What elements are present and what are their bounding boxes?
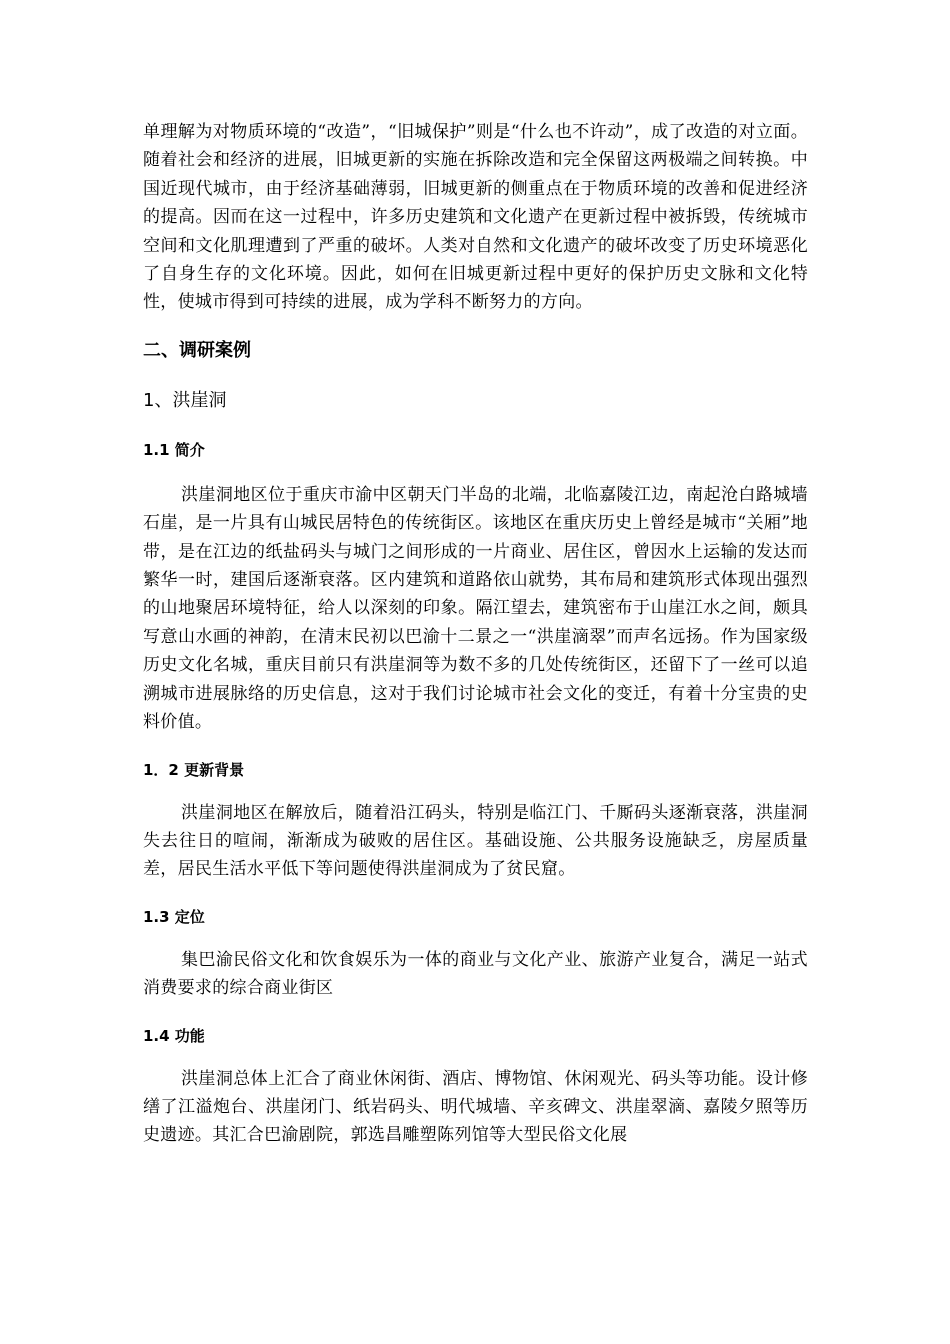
heading-1-1-intro: 1.1 简介 <box>143 440 205 459</box>
heading-1-3-positioning: 1.3 定位 <box>143 907 205 926</box>
page-content <box>143 118 808 1150</box>
paragraph-intro-continued: 单理解为对物质环境的“改造”，“旧城保护”则是“什么也不许动”，成了改造的对立面。随着社会和经济的进展，旧城更新的实施在拆除改造和完全保留这两极端之间转换。中国近现代城市，由于经济基础薄弱，旧城更新的侧重点在于物质环境的改善和促进经济的提高。因而在这一过程中，许多历史建筑和文化遗产在更新过程中被拆毁，传统城市空间和文化肌理遭到了严重的破坏。人类对自然和文化遗产的破坏改变了历史环境恶化了自身生存的文化环境。因此，如何在旧城更新过程中更好的保护历史文脉和文化特性，使城市得到可持续的进展，成为学科不断努力的方向。 <box>143 122 808 313</box>
heading-1-4-function: 1.4 功能 <box>143 1026 205 1045</box>
heading-1-2-background: 1．2 更新背景 <box>143 760 245 779</box>
paragraph-1-1: 洪崖洞地区位于重庆市渝中区朝天门半岛的北端，北临嘉陵江边，南起沧白路城墙石崖，是一片具有山城民居特色的传统街区。该地区在重庆历史上曾经是城市“关厢”地带，是在江边的纸盐码头与城门之间形成的一片商业、居住区，曾因水上运输的发达而繁华一时，建国后逐渐衰落。区内建筑和道路依山就势，其布局和建筑形式体现出强烈的山地聚居环境特征，给人以深刻的印象。隔江望去，建筑密布于山崖江水之间，颇具写意山水画的神韵，在清末民初以巴渝十二景之一“洪崖滴翠”而声名远扬。作为国家级历史文化名城，重庆目前只有洪崖洞等为数不多的几处传统街区，还留下了一丝可以追溯城市进展脉络的历史信息，这对于我们讨论城市社会文化的变迁，有着十分宝贵的史料价值。 <box>143 484 808 733</box>
paragraph-1-3: 集巴渝民俗文化和饮食娱乐为一体的商业与文化产业、旅游产业复合，满足一站式消费要求的综合商业街区 <box>143 949 808 999</box>
paragraph-1-2: 洪崖洞地区在解放后，随着沿江码头，特别是临江门、千厮码头逐渐衰落，洪崖洞失去往日的喧闹，渐渐成为破败的居住区。基础设施、公共服务设施缺乏，房屋质量差，居民生活水平低下等问题使得洪崖洞成为了贫民窟。 <box>143 802 808 880</box>
heading-section-2: 二、调研案例 <box>143 339 251 361</box>
heading-case-1: 1、洪崖洞 <box>143 389 227 411</box>
paragraph-1-4: 洪崖洞总体上汇合了商业休闲街、酒店、博物馆、休闲观光、码头等功能。设计修缮了江溢炮台、洪崖闭门、纸岩码头、明代城墙、辛亥碑文、洪崖翠滴、嘉陵夕照等历史遗迹。其汇合巴渝剧院，郭选昌雕塑陈列馆等大型民俗文化展 <box>143 1068 808 1146</box>
